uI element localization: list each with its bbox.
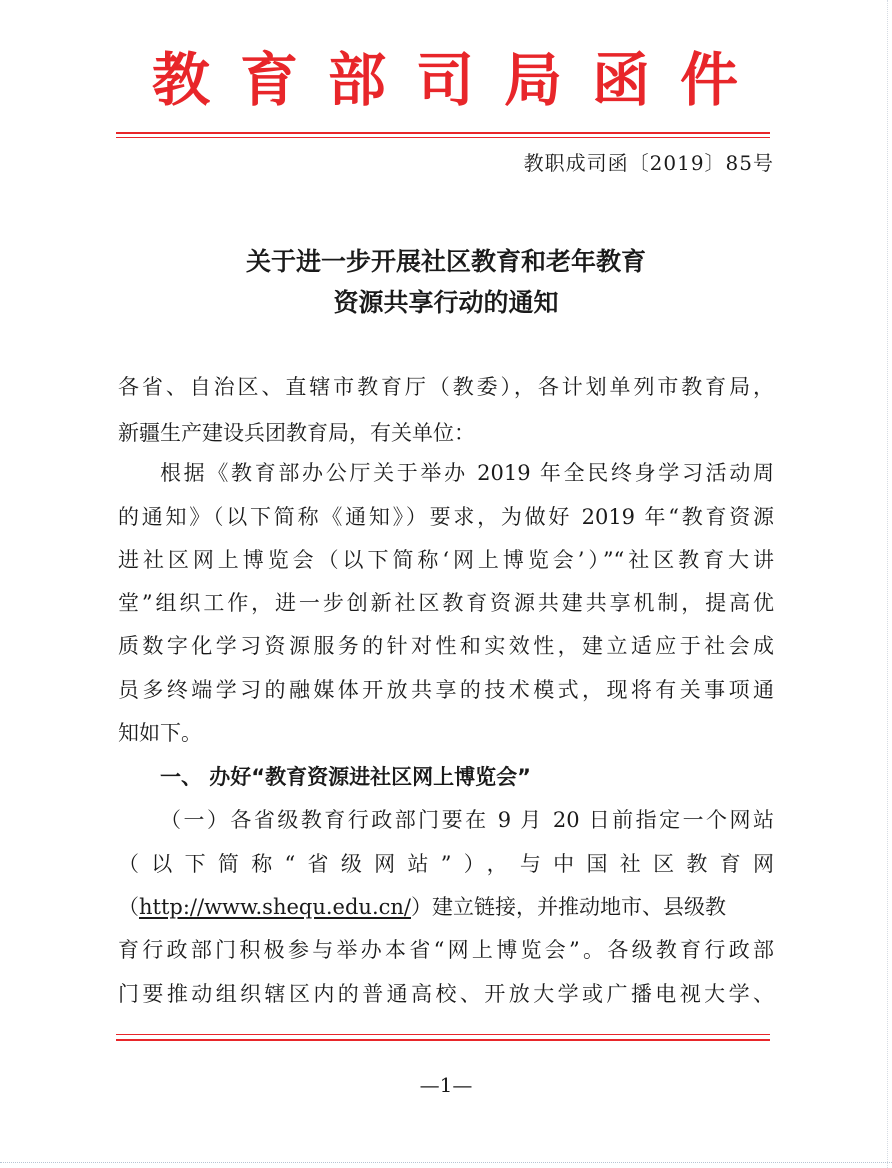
item-line: 育行政部门积极参与举办本省“网上博览会”。各级教育行政部 — [118, 938, 774, 962]
header-rule-thick — [116, 132, 770, 134]
scan-edge-bottom — [0, 1162, 892, 1164]
item-line-rest: ）建立链接，并推动地市、县级教 — [411, 895, 726, 919]
header-rule-thin — [116, 137, 770, 138]
document-number: 教职成司函〔2019〕85号 — [523, 151, 774, 175]
document-title-line-2: 资源共享行动的通知 — [333, 288, 559, 317]
section-heading: 一、 办好“教育资源进社区网上博览会” — [160, 765, 531, 789]
document-title-line-1: 关于进一步开展社区教育和老年教育 — [245, 247, 646, 276]
footer-rule-thick — [116, 1039, 770, 1041]
item-line: 门要推动组织辖区内的普通高校、开放大学或广播电视大学、 — [118, 982, 774, 1006]
letterhead-title: 教育部司局函件 — [151, 46, 768, 114]
addressee-line-2: 新疆生产建设兵团教育局，有关单位： — [118, 421, 475, 445]
scan-edge-right — [887, 0, 889, 1168]
paren-open: （ — [118, 895, 139, 919]
paragraph-line: 的通知》（以下简称《通知》）要求，为做好 2019 年“教育资源 — [118, 505, 774, 529]
footer-rule-thin — [116, 1034, 770, 1035]
item-line-with-link — [118, 890, 774, 924]
page-number: —1— — [419, 1073, 473, 1097]
paragraph-line: 质数字化学习资源服务的针对性和实效性，建立适应于社会成 — [118, 634, 774, 658]
shequ-website-link[interactable]: http://www.shequ.edu.cn/ — [139, 895, 411, 919]
paragraph-line: 根据《教育部办公厅关于举办 2019 年全民终身学习活动周 — [160, 461, 774, 485]
paragraph-line: 知如下。 — [118, 721, 202, 745]
paragraph-line: 进社区网上博览会（以下简称‘网上博览会’）”“社区教育大讲 — [118, 548, 774, 572]
paragraph-line: 堂”组织工作，进一步创新社区教育资源共建共享机制，提高优 — [118, 591, 774, 615]
paragraph-line: 员多终端学习的融媒体开放共享的技术模式，现将有关事项通 — [118, 678, 774, 702]
item-line: （一）各省级教育行政部门要在 9 月 20 日前指定一个网站 — [160, 808, 774, 832]
addressee-line-1: 各省、自治区、直辖市教育厅（教委），各计划单列市教育局， — [118, 375, 774, 399]
item-line: （以下简称“省级网站”），与中国社区教育网 — [118, 852, 774, 876]
